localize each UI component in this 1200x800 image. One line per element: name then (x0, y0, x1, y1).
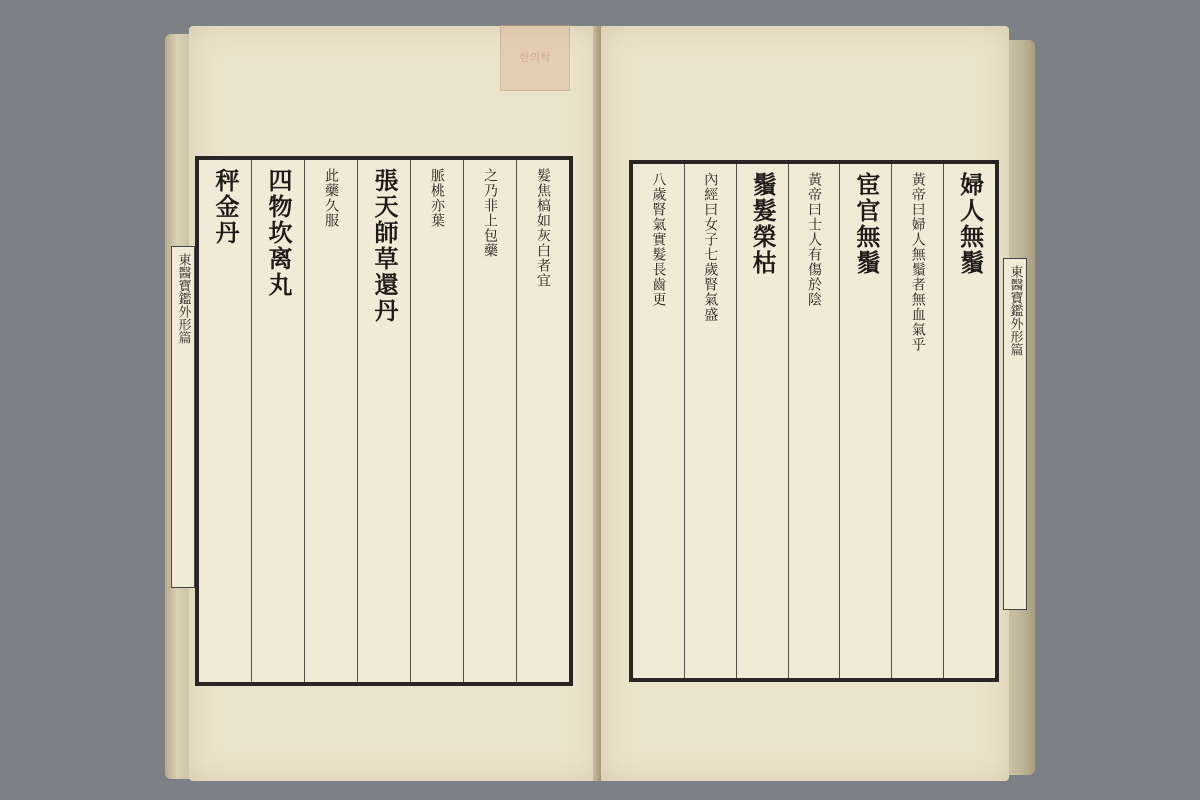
section-heading: 宦官無鬚 (839, 164, 891, 678)
section-heading: 鬚髮榮枯 (736, 164, 788, 678)
watermark-logo: 한의학 (500, 25, 570, 91)
open-book (165, 18, 1035, 786)
text-column: 黃帝曰婦人無鬚者無血氣乎 (891, 164, 943, 678)
section-heading: 四物坎离丸 (251, 160, 304, 682)
text-column: 此藥久服 (304, 160, 357, 682)
right-page (601, 26, 1023, 781)
text-column: 髮焦槁如灰白者宜 (516, 160, 569, 682)
left-gutter-label (171, 246, 195, 588)
section-heading: 婦人無鬚 (943, 164, 995, 678)
text-column: 八歲腎氣實髮長齒更 (650, 172, 667, 307)
left-text-frame (195, 156, 573, 686)
right-text-frame (629, 160, 999, 682)
left-page (175, 26, 599, 781)
section-heading: 秤金丹 (211, 168, 240, 246)
text-column: 脈桃亦葉 (410, 160, 463, 682)
text-column: 內經曰女子七歲腎氣盛 (684, 164, 736, 678)
gutter-text: 東醫寶鑑外形篇 (1007, 265, 1023, 356)
section-heading: 張天師草還丹 (357, 160, 410, 682)
text-column: 之乃非上包藥 (463, 160, 516, 682)
text-column: 黃帝曰士人有傷於陰 (788, 164, 840, 678)
right-gutter-label (1003, 258, 1027, 610)
gutter-text: 東醫寶鑑外形篇 (175, 253, 191, 344)
